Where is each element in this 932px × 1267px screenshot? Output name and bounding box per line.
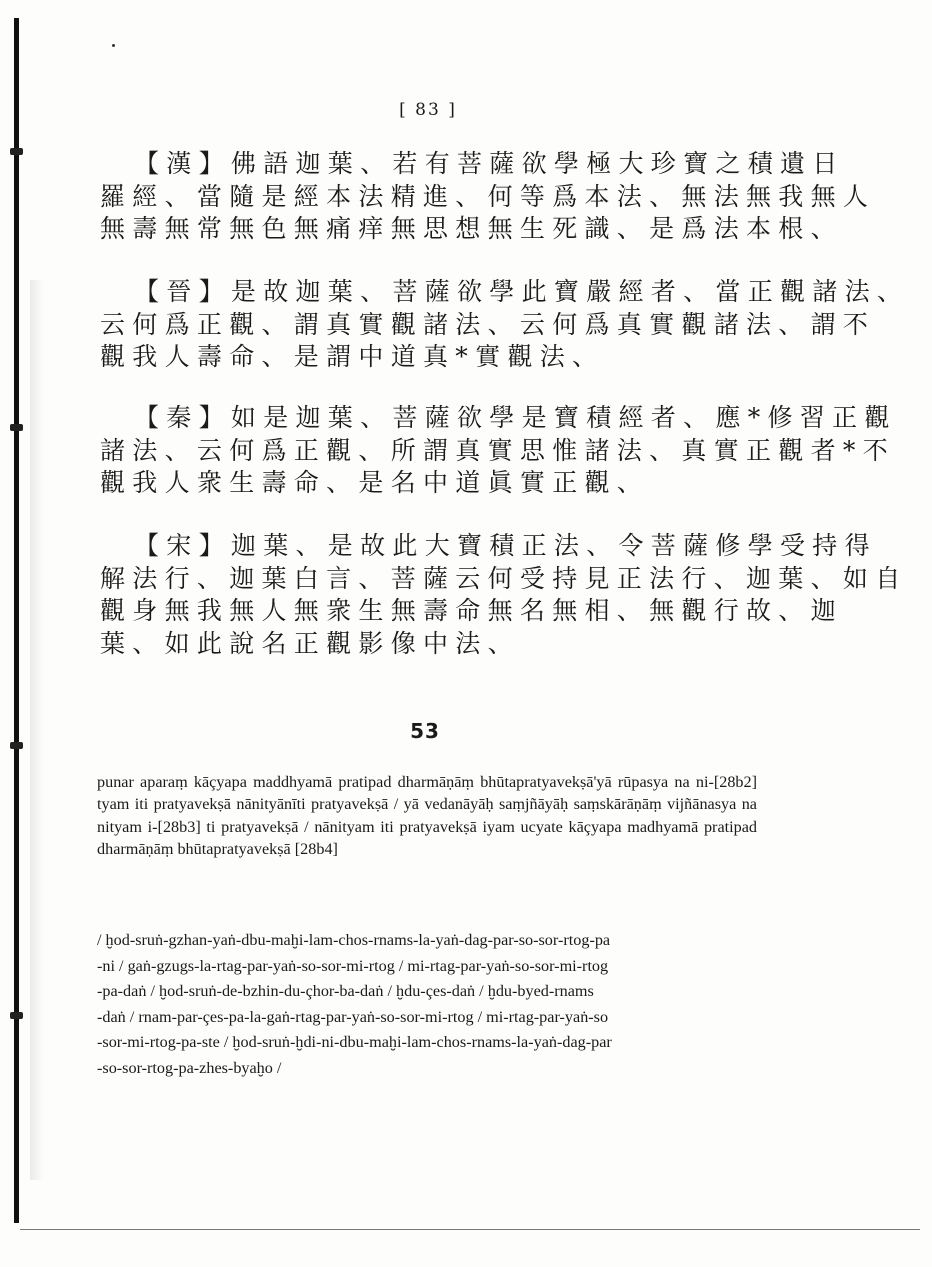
binding-knot [10,742,23,749]
scan-speck [112,44,115,47]
section-number: 53 [410,719,440,743]
binding-knot [10,424,23,431]
han-line: 葉、如此說名正觀影像中法、 [100,628,520,658]
tibetan-paragraph [97,928,759,1082]
jin-section [100,276,910,374]
han-line: 諸法、云何爲正觀、所謂真實思惟諸法、真實正觀者*不 [100,435,896,465]
tibetan-line: -so-sor-rtog-pa-zhes-byaḫo / [97,1058,282,1077]
binding-line [14,18,19,1223]
han-line: 羅經、當隨是經本法精進、何等爲本法、無法無我無人 [100,181,876,211]
han-line: 【秦】如是迦葉、菩薩欲學是寶積經者、應*修習正觀 [134,403,897,432]
scan-shadow [30,280,44,1180]
han-line: 解法行、迦葉白言、菩薩云何受持見正法行、迦葉、如自 [100,563,908,593]
han-line: 觀身無我無人無衆生無壽命無名無相、無觀行故、迦 [100,596,843,625]
tibetan-line: -pa-daṅ / ḫod-sruṅ-de-bzhin-du-çhor-ba-daṅ / ḫdu-çes-daṅ / ḫdu-byed-rnams [97,982,594,1001]
han-line: 【漢】佛語迦葉、若有菩薩欲學極大珍寶之積遺日 [134,149,845,178]
han-line: 觀我人衆生壽命、是名中道眞實正觀、 [100,468,650,497]
tibetan-line: -sor-mi-rtog-pa-ste / ḫod-sruṅ-ḫdi-ni-dbu-maḫi-lam-chos-rnams-la-yaṅ-dag-par [97,1033,612,1052]
han-line: 無壽無常無色無痛痒無思想無生死識、是爲法本根、 [100,214,843,243]
tibetan-line: / ḫod-sruṅ-gzhan-yaṅ-dbu-maḫi-lam-chos-rnams-la-yaṅ-dag-par-so-sor-rtog-pa [97,931,611,949]
page-number: [ 83 ] [399,100,457,120]
bottom-rule [20,1229,920,1230]
han-line: 【晉】是故迦葉、菩薩欲學此寶嚴經者、當正觀諸法、 [134,277,910,306]
binding-knot [10,1012,23,1019]
han-line: 觀我人壽命、是謂中道真*實觀法、 [100,342,605,371]
han-section [100,148,876,246]
han-line: 云何爲正觀、謂真實觀諸法、云何爲真實觀諸法、謂不 [100,309,876,339]
tibetan-line: -daṅ / rnam-par-çes-pa-la-gaṅ-rtag-par-yaṅ-so-sor-mi-rtog / mi-rtag-par-yaṅ-so [97,1007,609,1026]
song-section [100,530,908,660]
han-line: 【宋】迦葉、是故此大寶積正法、令菩薩修學受持得 [134,531,877,560]
qin-section [100,402,897,500]
binding-knot [10,148,23,155]
sanskrit-paragraph: punar aparaṃ kāçyapa maddhyamā pratipad dharmāṇāṃ bhūtapratyavekṣā'yā rūpasya na ni-[28b2] tyam iti pratyavekṣā nānityānīti pratyavekṣā / yā vedanāyāḥ saṃjñāyāḥ saṃskārāṇāṃ vijñānasya na nityam i-[28b3] ti pratyavekṣā / nānityam iti pratyavekṣā iyam ucyate kāçyapa madhyamā pratipad dharmāṇāṃ bhūtapratyavekṣā [28b4] [97,773,757,859]
tibetan-line: -ni / gaṅ-gzugs-la-rtag-par-yaṅ-so-sor-mi-rtog / mi-rtag-par-yaṅ-so-sor-mi-rtog [97,956,609,975]
